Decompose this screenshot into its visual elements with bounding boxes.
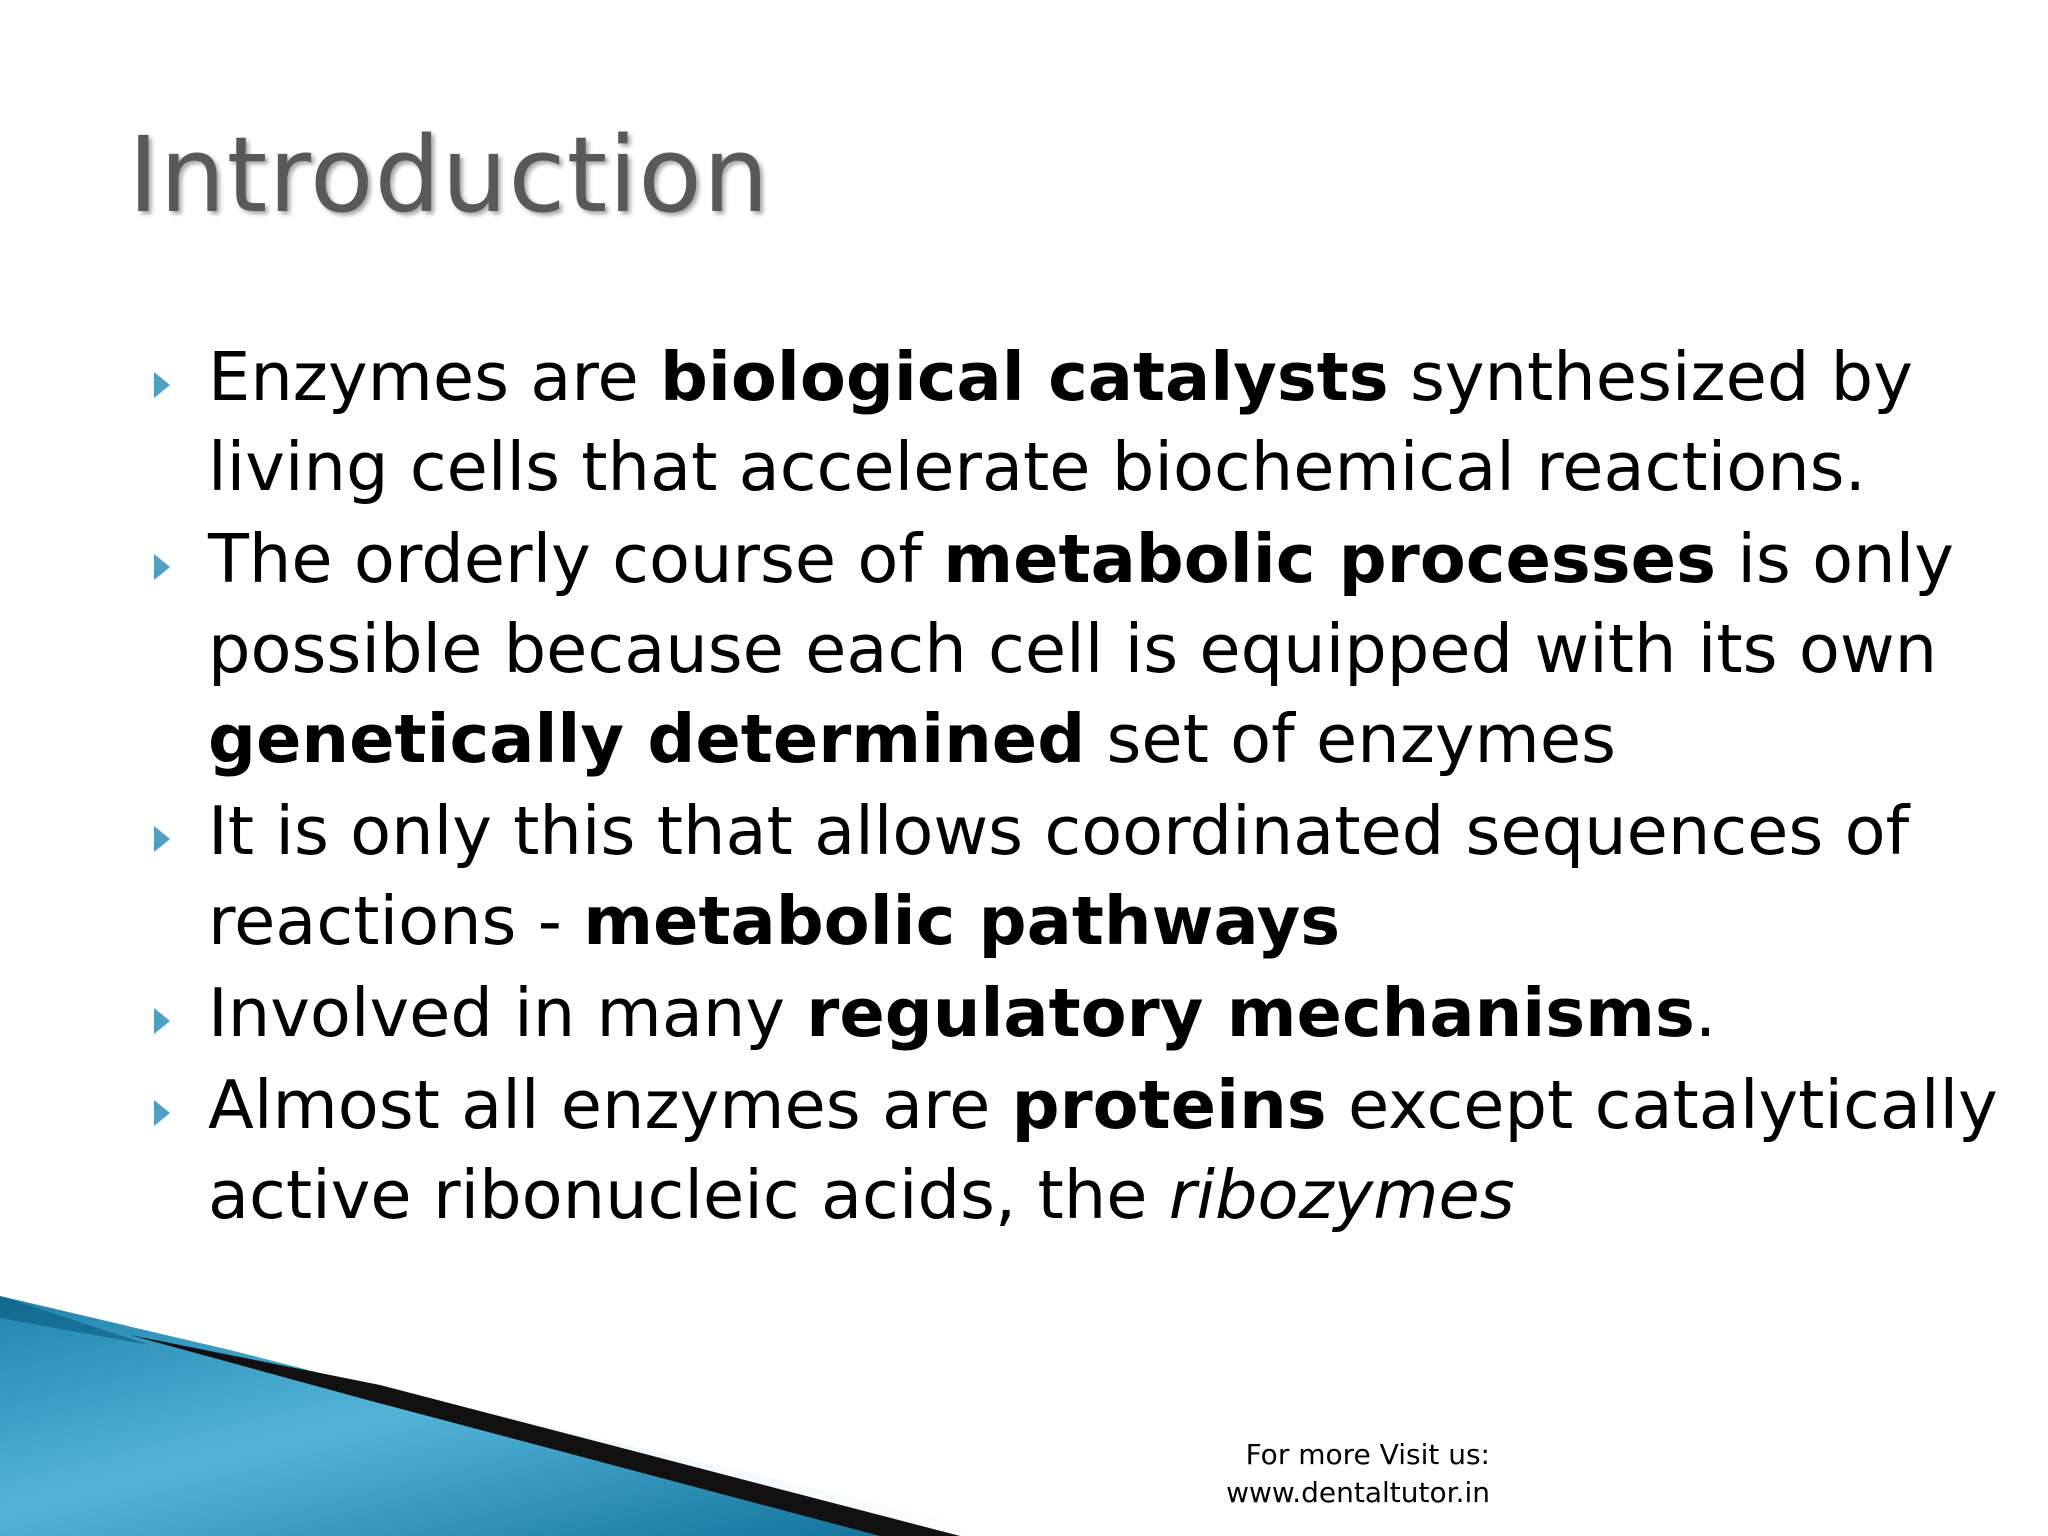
bullet-bold-term: metabolic pathways (583, 882, 1341, 960)
bullet-italic-term: ribozymes (1168, 1156, 1515, 1234)
bullet-text-segment: except catalytically active ribonucleic acids, the (208, 1066, 1998, 1234)
bullet-text (208, 338, 1913, 506)
bullet-text-segment: Almost all enzymes are (208, 1066, 1012, 1144)
bullet-bold-term: metabolic processes (943, 520, 1717, 598)
bullet-list (146, 332, 2006, 1242)
bullet-item (146, 514, 2006, 784)
bullet-text (208, 1066, 1998, 1234)
bullet-text-segment: . (1694, 974, 1717, 1052)
bullet-text-segment: It is only this that allows coordinated sequences of reactions - (208, 792, 1910, 960)
bullet-text-segment: set of enzymes (1085, 700, 1616, 778)
bullet-text-segment: is only possible because each cell is equipped with its own (208, 520, 1954, 688)
footer-credit (1190, 1436, 1490, 1512)
triangle-right-bullet-icon (154, 372, 170, 398)
bullet-bold-term: regulatory mechanisms (806, 974, 1695, 1052)
bullet-text-segment: Enzymes are (208, 338, 660, 416)
bullet-text (208, 792, 1909, 960)
bullet-bold-term: genetically determined (208, 700, 1086, 778)
bullet-bold-term: biological catalysts (659, 338, 1389, 416)
triangle-right-bullet-icon (154, 1008, 170, 1034)
bullet-bold-term: proteins (1011, 1066, 1327, 1144)
bullet-text-segment: Involved in many (208, 974, 807, 1052)
bullet-item (146, 786, 2006, 966)
bullet-item (146, 968, 2006, 1058)
bullet-item (146, 1060, 2006, 1240)
footer-website-link[interactable]: www.dentaltutor.in (1226, 1476, 1490, 1509)
triangle-right-bullet-icon (154, 554, 170, 580)
bullet-text-segment: The orderly course of (208, 520, 944, 598)
bullet-text-segment: synthesized by living cells that accelerate biochemical reactions. (208, 338, 1913, 506)
triangle-right-bullet-icon (154, 826, 170, 852)
triangle-right-bullet-icon (154, 1100, 170, 1126)
bullet-text (208, 974, 1716, 1052)
footer-line-visit: For more Visit us: (1245, 1438, 1490, 1471)
bullet-text (208, 520, 1954, 778)
bullet-item (146, 332, 2006, 512)
slide-title: Introduction (128, 114, 770, 236)
